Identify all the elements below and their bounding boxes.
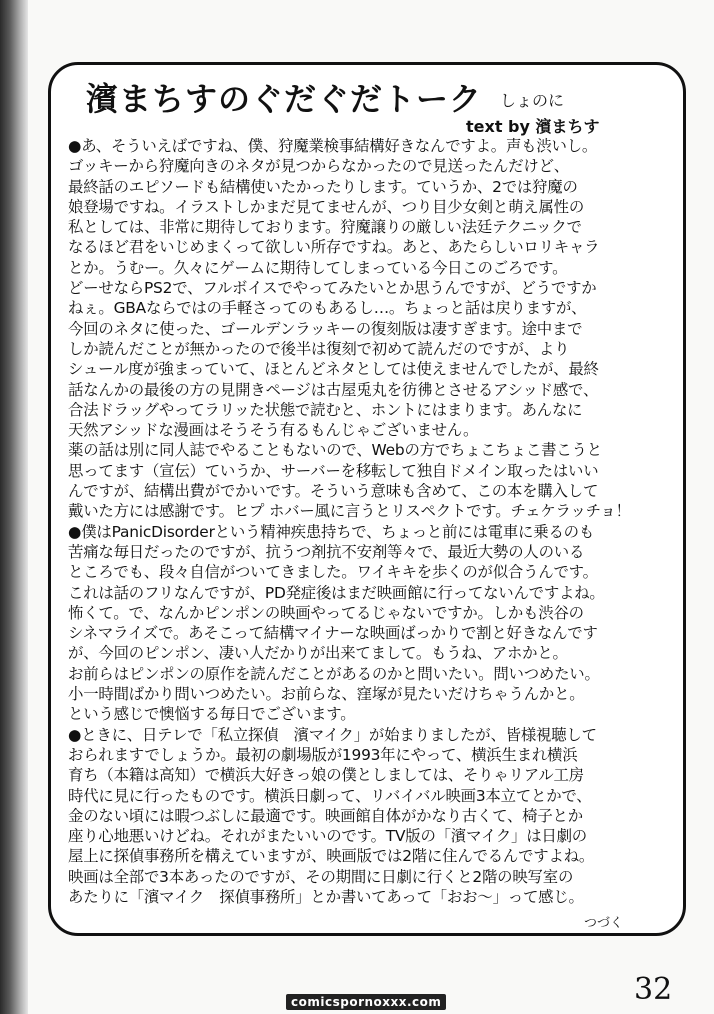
page-number: 32: [634, 972, 673, 1007]
body-line: ●ときに、日テレで「私立探偵 濱マイク」が始まりましたが、皆様視聴して: [68, 725, 597, 744]
body-line: 座り心地悪いけどね。それがまたいいのです。TV版の「濱マイク」は日劇の: [68, 827, 587, 846]
body-line: ●僕はPanicDisorderという精神疾患持ちで、ちょっと前には電車に乗るのも: [68, 522, 595, 541]
continued-note: つづく: [584, 916, 624, 931]
body-line: 薬の話は別に同人誌でやることもないので、Webの方でちょこちょこ書こうと: [68, 441, 602, 460]
body-line: 今回のネタに使った、ゴールデンラッキーの復刻版は凄すぎます。途中まで: [68, 319, 583, 338]
body-line: おられますでしょうか。最初の劇場版が1993年にやって、横浜生まれ横浜: [68, 745, 578, 764]
body-line: 私としては、非常に期待しております。狩魔譲りの厳しい法廷テクニックで: [68, 218, 582, 237]
body-line: 育ち（本籍は高知）で横浜大好きっ娘の僕としましては、そりゃリアル工房: [68, 766, 584, 785]
watermark: comicspornoxxx.com: [286, 994, 446, 1010]
body-line: が、今回のピンポン、凄い人だかりが出来てまして。もうね、アホかと。: [68, 644, 568, 663]
body-line: しか読んだことが無かったので後半は復刻で初めて読んだのですが、より: [68, 339, 570, 358]
body-line: 金のない頃には暇つぶしに最適です。映画館自体がかなり古くて、椅子とか: [68, 806, 583, 825]
body-line: どーせならPS2で、フルボイスでやってみたいとか思うんですが、どうですか: [68, 279, 597, 298]
body-line: 屋上に探偵事務所を構えていますが、映画版では2階に住んでるんですよね。: [68, 847, 595, 866]
byline: text by 濱まちす: [466, 117, 600, 136]
body-line: ●あ、そういえばですね、僕、狩魔業検事結構好きなんですよ。声も渋いし。: [68, 137, 598, 155]
body-line: んですが、結構出費がでかいです。そういう意味も含めて、この本を購入して: [68, 482, 599, 501]
book-binding-shadow: [0, 0, 28, 1014]
body-line: 思ってます（宣伝）ていうか、サーバーを移転して独自ドメイン取ったはいい: [68, 461, 599, 480]
body-line: 話なんかの最後の方の見開きページは古屋兎丸を彷彿とさせるアシッド感で、: [68, 380, 599, 399]
body-line: シュール度が強まっていて、ほとんどネタとしては使えませんでしたが、最終: [68, 360, 599, 379]
body-line: とか。うむー。久々にゲームに期待してしまっている今日このごろです。: [68, 258, 568, 277]
body-line: なるほど君をいじめまくって欲しい所存ですね。あと、あたらしいロリキャラ: [68, 238, 600, 257]
page-title: 濱まちすのぐだぐだトーク: [86, 80, 483, 118]
body-line: ゴッキーから狩魔向きのネタが見つからなかったので見送ったんだけど、: [68, 157, 569, 176]
body-line: 時代に見に行ったものです。横浜日劇って、リバイバル映画3本立てとかで、: [68, 786, 592, 805]
body-line: 怖くて。で、なんかピンポンの映画やってるじゃないですか。しかも渋谷の: [68, 603, 584, 622]
body-line: あたりに「濱マイク 探偵事務所」とか書いてあって「おお～」って感じ。: [68, 887, 584, 906]
body-line: ねぇ。GBAならではの手軽さってのもあるし…。ちょっと話は戻りますが、: [68, 299, 587, 318]
body-line: 戴いた方には感謝です。ヒプ ホバー風に言うとリスペクトです。チェケラッチョ！: [68, 502, 631, 521]
body-line: シネマライズで。あそこって結構マイナーな映画ばっかりで割と好きなんです: [68, 624, 598, 643]
body-line: 合法ドラッグやってラリッた状態で読むと、ホントにはまります。あんなに: [68, 400, 583, 419]
body-line: 小一時間ばかり問いつめたい。お前らな、窪塚が見たいだけちゃうんかと。: [68, 685, 585, 704]
body-line: お前らはピンポンの原作を読んだことがあるのかと問いたい。問いつめたい。: [68, 664, 600, 683]
essay-body: [68, 136, 662, 907]
body-line: これは話のフリなんですが、PD発症後はまだ映画館に行ってないんですよね。: [68, 583, 605, 602]
body-line: 最終話のエピソードも結構使いたかったりします。ていうか、2では狩魔の: [68, 177, 578, 196]
body-line: 天然アシッドな漫画はそうそう有るもんじゃございません。: [68, 421, 479, 440]
body-line: 娘登場ですね。イラストしかまだ見てませんが、つり目少女剣と萌え属性の: [68, 197, 585, 216]
body-line: という感じで懊悩する毎日でございます。: [68, 705, 356, 724]
body-line: 苦痛な毎日だったのですが、抗うつ剤抗不安剤等々で、最近大勢の人のいる: [68, 542, 585, 561]
body-line: 映画は全部で3本あったのですが、その期間に日劇に行くと2階の映写室の: [68, 867, 574, 886]
title-suffix: しょのに: [500, 91, 565, 110]
body-line: ところでも、段々自信がついてきました。ワイキキを歩くのが似合うんです。: [68, 563, 598, 582]
